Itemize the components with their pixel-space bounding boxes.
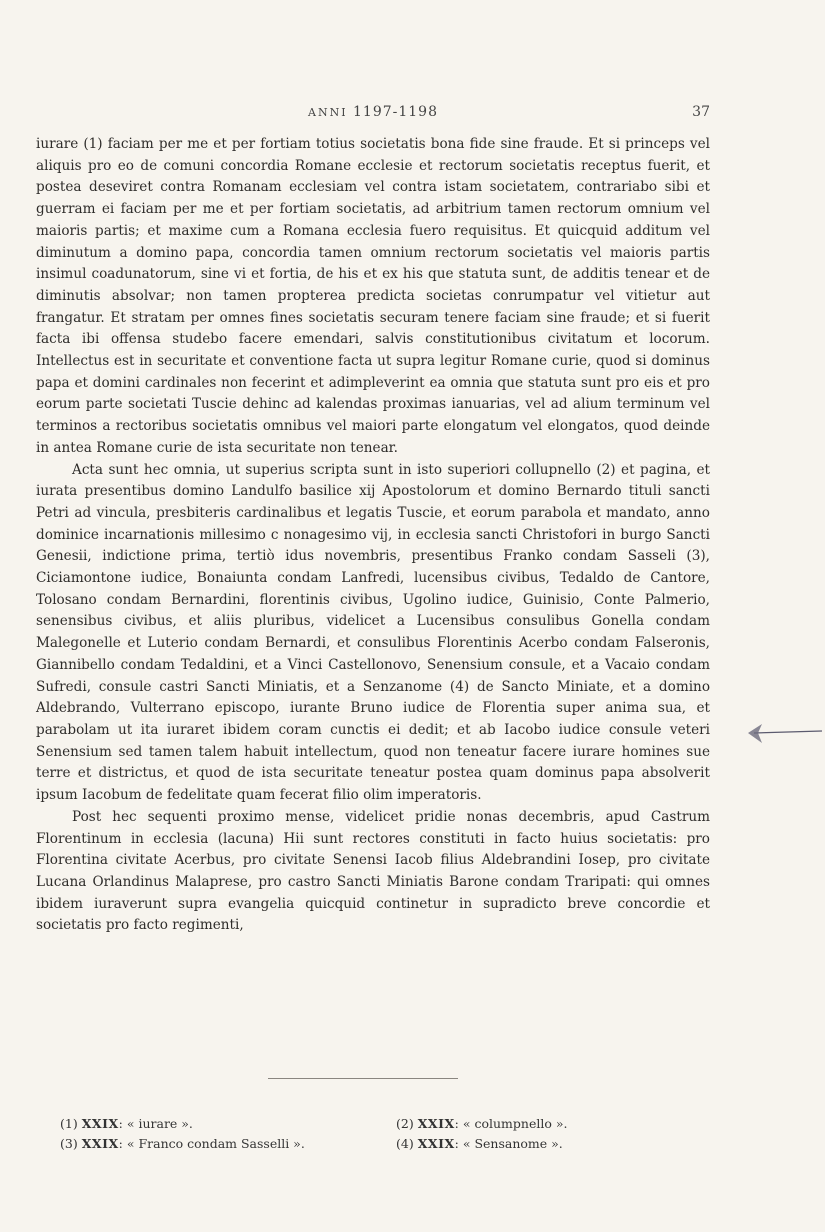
footnote-number: (2): [396, 1116, 414, 1131]
paragraph: Post hec sequenti proximo mense, videlicet pridie nonas decembris, apud Castrum Florentinum in ecclesia (lacuna) Hii sunt rectores constituti in facto huius societatis: pro Florentina civitate Acerbus, pro civitate Senensi Iacob filius Aldebrandini Iosep, pro civitate Lucana Orlandinus Malaprese, pro castro Sancti Miniatis Barone condam Traripati: qui omnes ibidem iuraverunt supra evangelia quicquid continetur in supradicto breve concordie et societatis pro facto regimenti,: [36, 808, 710, 934]
running-head: [36, 104, 710, 120]
footnote-number: (3): [60, 1136, 78, 1151]
pencil-arrow-mark: [744, 718, 824, 748]
footnote: [60, 1114, 193, 1134]
footnote: [396, 1134, 563, 1154]
footnote-number: (1): [60, 1116, 78, 1131]
footnote: [60, 1134, 305, 1154]
footnote-divider: [268, 1078, 458, 1079]
page-header: [36, 104, 710, 126]
running-head-years: 1197-1198: [353, 104, 438, 120]
footnote-number: (4): [396, 1136, 414, 1151]
paragraph: iurare (1) faciam per me et per fortiam totius societatis bona fide sine fraude. Et si princeps vel aliquis pro eo de comuni concordia Romane ecclesie et rectorum societatis receptus fuerit, et postea deseviret contra Romanam ecclesiam vel contra istam societatem, contrariabo sibi et guerram ei faciam per me et per fortiam societatis, ad arbitrium tamen rectorum omnium vel maioris partis; et maxime cum a Romana ecclesia fuero requisitus. Et quicquid additum vel diminutum a domino papa, concordia tamen omnium rectorum societatis vel maioris partis insimul coadunatorum, sine vi et fortia, de his et ex his que statuta sunt, de additis tenear et de diminutis absolvar; non tamen propterea predicta societas conrumpatur vel vitietur aut frangatur. Et stratam per omnes fines societatis securam tenere faciam sine fraude; et si fuerit facta ibi offensa studebo facere emendari, salvis constitutionibus civitatum et locorum. Intellectus est in securitate et conventione facta ut supra legitur Romane curie, quod si dominus papa et domini cardinales non fecerint et adimpleverint ea omnia que statuta sunt pro eis et pro eorum parte societati Tuscie dehinc ad kalendas proximas ianuarias, vel ad alium terminum vel terminos a rectoribus societatis omnibus vel maiori parte elongatum vel elongatos, quod deinde in antea Romane curie de ista securitate non tenear.: [36, 136, 710, 456]
footnote-text: : « Franco condam Sasselli ».: [118, 1136, 305, 1151]
footnote-text: : « iurare ».: [118, 1116, 193, 1131]
footnote: [396, 1114, 567, 1134]
footnote-source: XXIX: [81, 1136, 119, 1151]
running-head-prefix: ANNI: [308, 106, 348, 119]
page-number: 37: [692, 104, 710, 120]
paragraph: Acta sunt hec omnia, ut superius scripta sunt in isto superiori collupnello (2) et pagina, et iurata presentibus domino Landulfo basilice xij Apostolorum et domino Bernardo tituli sancti Petri ad vincula, presbiteris cardinalibus et legatis Tuscie, et eorum parabola et mandato, anno dominice incarnationis millesimo c nonagesimo vij, in ecclesia sancti Christofori in burgo Sancti Genesii, indictione prima, tertiò idus novembris, presentibus Franko condam Sasseli (3), Ciciamontone iudice, Bonaiunta condam Lanfredi, lucensibus civibus, Tedaldo de Cantore, Tolosano condam Bernardini, florentinis civibus, Ugolino iudice, Guinisio, Conte Palmerio, senensibus civibus, et aliis pluribus, videlicet a Lucensibus consulibus Gonella condam Malegonelle et Luterio condam Bernardi, et consulibus Florentinis Acerbo condam Falseronis, Giannibello condam Tedaldini, et a Vinci Castellonovo, Senensium consule, et a Vacaio condam Sufredi, consule castri Sancti Miniatis, et a Senzanome (4) de Sancto Miniate, et a domino Aldebrando, Vulterrano episcopo, iurante Bruno iudice de Florentia super anima sua, et parabolam ut ita iuraret ibidem coram cunctis ei dedit; et ab Iacobo iudice consule veteri Senensium sed tamen talem habuit intellectum, quod non teneatur facere iurare homines sue terre et districtus, et quod de ista securitate teneatur postea quam dominus papa absolverit ipsum Iacobum de fedelitate quam fecerat filio olim imperatoris.: [36, 461, 710, 804]
footnote-text: : « columpnello ».: [454, 1116, 568, 1131]
footnote-source: XXIX: [81, 1116, 119, 1131]
footnote-source: XXIX: [417, 1116, 455, 1131]
footnote-source: XXIX: [417, 1136, 455, 1151]
footnote-text: : « Sensanome ».: [454, 1136, 563, 1151]
main-text: [36, 134, 710, 937]
